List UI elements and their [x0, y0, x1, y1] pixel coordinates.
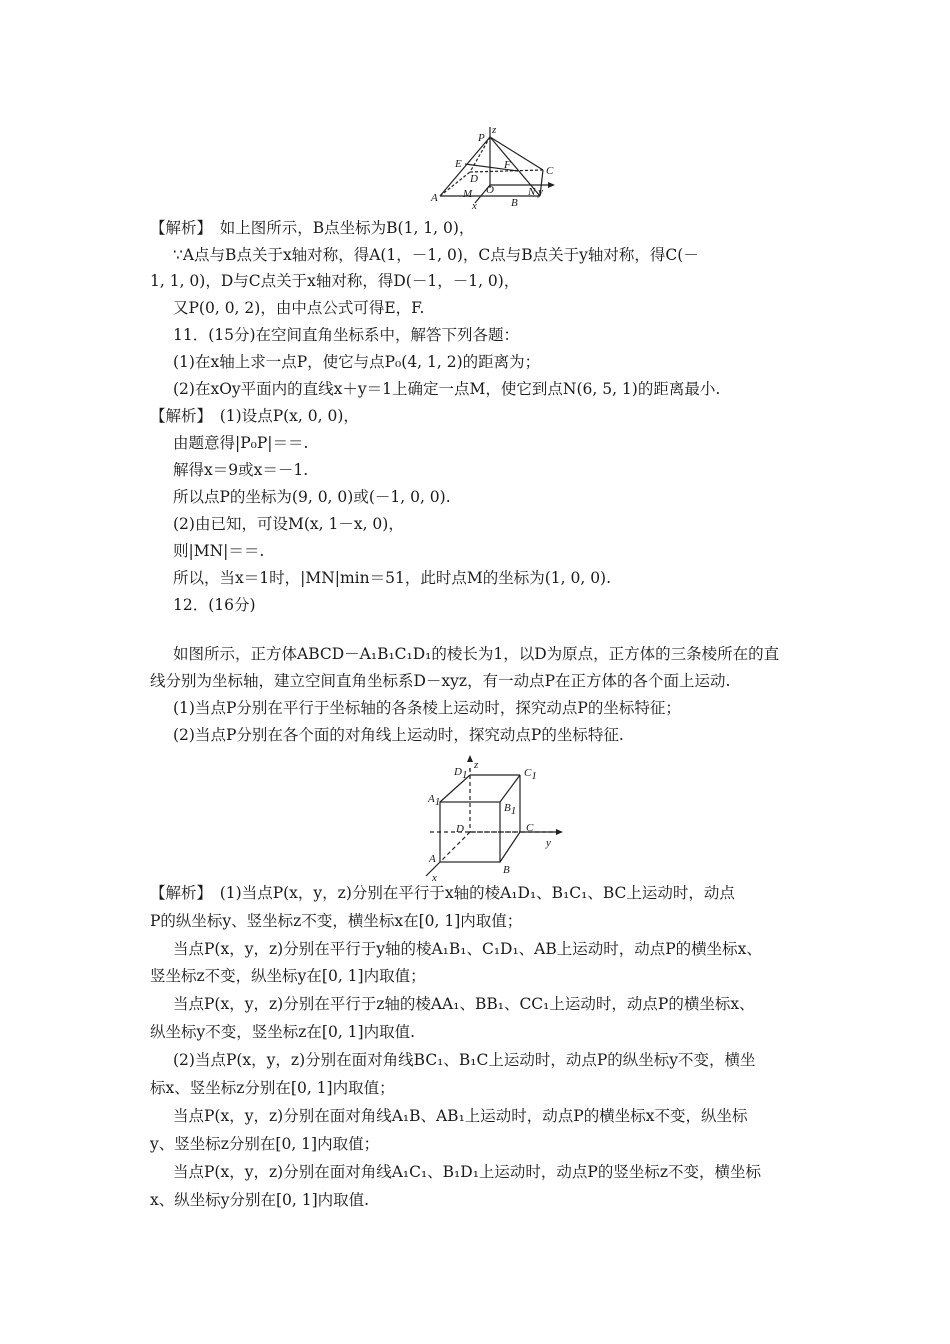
q12-analysis-9: 当点P(x，y，z)分别在面对角线A₁B、AB₁上运动时，动点P的横坐标x不变，纵坐标 [173, 1107, 748, 1125]
fig2-label-z: z [474, 759, 479, 771]
q11-analysis-6: 则|MN|＝＝. [173, 542, 265, 560]
q11-analysis-4: 所以点P的坐标为(9, 0, 0)或(－1, 0, 0). [173, 488, 451, 506]
fig2-label-D: D [456, 823, 464, 835]
fig1-label-y: y [538, 186, 543, 198]
question-11-title: 11．(15分)在空间直角坐标系中，解答下列各题： [173, 326, 520, 344]
question-12-part-1: (1)当点P分别在平行于坐标轴的各条棱上运动时，探究动点P的坐标特征； [173, 699, 681, 717]
analysis-line-3: 1, 1, 0)，D与C点关于x轴对称，得D(－1，－1, 0)， [150, 272, 520, 290]
fig2-label-D1: D1 [454, 766, 468, 781]
q12-analysis-8: 标x、竖坐标z分别在[0, 1]内取值； [150, 1079, 395, 1097]
analysis-line-4: 又P(0, 0, 2)，由中点公式可得E，F. [173, 299, 425, 317]
q12-analysis-1: 【解析】 (1)当点P(x，y，z)分别在平行于x轴的棱A₁D₁、B₁C₁、BC上运动时，动点 [150, 884, 735, 902]
q12-analysis-10: y、竖坐标z分别在[0, 1]内取值； [150, 1135, 380, 1153]
question-12-title: 12．(16分) [173, 596, 256, 614]
fig2-label-B1: B1 [504, 802, 517, 817]
question-11-part-2: (2)在xOy平面内的直线x＋y＝1上确定一点M，使它到点N(6, 5, 1)的距离最小. [173, 380, 721, 398]
q12-analysis-7: (2)当点P(x，y，z)分别在面对角线BC₁、B₁C上运动时，动点P的纵坐标y不变，横坐 [173, 1051, 756, 1069]
fig2-label-B: B [503, 864, 510, 876]
fig1-label-C: C [546, 165, 554, 177]
fig1-label-B: B [511, 197, 518, 209]
fig2-label-C: C [526, 822, 534, 834]
fig1-label-M: M [463, 188, 473, 200]
fig2-label-A1: A1 [428, 793, 441, 808]
q12-analysis-5: 当点P(x，y，z)分别在平行于z轴的棱AA₁、BB₁、CC₁上运动时，动点P的横坐标x、 [173, 995, 755, 1013]
q11-analysis-1: 【解析】 (1)设点P(x, 0, 0)， [150, 407, 359, 425]
fig2-label-y: y [546, 837, 551, 849]
fig1-label-E: E [455, 158, 462, 170]
question-11-part-1: (1)在x轴上求一点P，使它与点P₀(4, 1, 2)的距离为； [173, 353, 541, 371]
fig2-label-C1: C1 [524, 767, 537, 782]
q12-analysis-12: x、纵坐标y分别在[0, 1]内取值. [150, 1191, 370, 1209]
analysis-line-2: ∵A点与B点关于x轴对称，得A(1，－1, 0)，C点与B点关于y轴对称，得C(－ [173, 246, 699, 264]
q12-analysis-4: 竖坐标z不变，纵坐标y在[0, 1]内取值； [150, 967, 426, 985]
fig1-label-x: x [472, 200, 477, 212]
q12-analysis-3: 当点P(x，y，z)分别在平行于y轴的棱A₁B₁、C₁D₁、AB上运动时，动点P的横坐标x、 [173, 940, 762, 958]
analysis-line-1: 【解析】 如上图所示，B点坐标为B(1, 1, 0)， [150, 219, 475, 237]
fig1-label-N: N [528, 186, 536, 198]
q11-analysis-7: 所以，当x＝1时，|MN|min＝51，此时点M的坐标为(1, 0, 0). [173, 569, 612, 587]
q12-analysis-6: 纵坐标y不变，竖坐标z在[0, 1]内取值. [150, 1023, 416, 1041]
fig2-label-x: x [432, 872, 437, 884]
fig1-label-O: O [486, 184, 494, 196]
q11-analysis-2: 由题意得|P₀P|＝＝. [173, 434, 309, 452]
q12-analysis-2: P的纵坐标y、竖坐标z不变，横坐标x在[0, 1]内取值； [150, 912, 523, 930]
q11-analysis-5: (2)由已知，可设M(x, 1－x, 0)， [173, 515, 404, 533]
q12-analysis-11: 当点P(x，y，z)分别在面对角线A₁C₁、B₁D₁上运动时，动点P的竖坐标z不变，横坐标 [173, 1163, 762, 1181]
fig1-label-z: z [492, 124, 497, 136]
question-12-part-2: (2)当点P分别在各个面的对角线上运动时，探究动点P的坐标特征. [173, 726, 624, 744]
question-12-text-2: 线分别为坐标轴，建立空间直角坐标系D－xyz，有一动点P在正方体的各个面上运动. [150, 672, 731, 690]
q11-analysis-3: 解得x＝9或x＝－1. [173, 461, 309, 479]
fig2-label-A: A [429, 853, 436, 865]
question-12-text-1: 如图所示，正方体ABCD－A₁B₁C₁D₁的棱长为1，以D为原点，正方体的三条棱所在的直 [173, 645, 780, 663]
fig1-label-F: F [504, 159, 511, 171]
fig1-label-D: D [470, 173, 478, 185]
fig1-label-P: P [478, 132, 485, 144]
fig1-label-A: A [431, 192, 438, 204]
